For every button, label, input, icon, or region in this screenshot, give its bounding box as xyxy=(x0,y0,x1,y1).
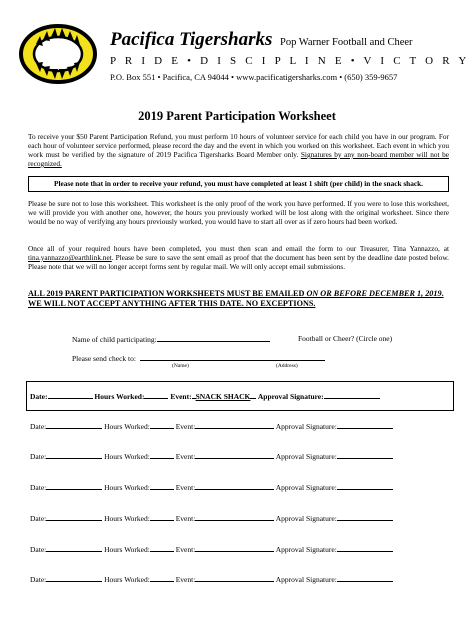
date-input-line[interactable] xyxy=(46,544,102,552)
event-label: Event: xyxy=(170,392,192,401)
event-label: Event: xyxy=(175,483,196,492)
approval-input-line[interactable] xyxy=(337,421,393,429)
deadline-text-before: ALL 2019 PARENT PARTICIPATION WORKSHEETS MUST BE EMAILED xyxy=(28,289,307,298)
date-label: Date: xyxy=(30,545,47,554)
child-name-field xyxy=(72,334,270,344)
approval-label: Approval Signature: xyxy=(275,575,337,584)
intro-text: To receive your $50 Parent Participation Refund, you must perform 10 hours of volunteer service for each child you have in our program. For each hour of volunteer service performed, please record the day and the event in which you worked on this worksheet. Each event in which you work must be verified by the signature of 2019 Pacifica Tigersharks Board Member only. xyxy=(28,132,449,159)
event-label: Event: xyxy=(175,422,196,431)
deadline-notice xyxy=(28,289,449,309)
hours-input-line[interactable] xyxy=(150,513,174,521)
hours-input-line[interactable] xyxy=(150,451,174,459)
submission-paragraph xyxy=(28,244,449,271)
service-row xyxy=(30,451,393,461)
org-contact: P.O. Box 551 • Pacifica, CA 94044 • www.pacificatigersharks.com • (650) 359-9657 xyxy=(110,72,398,82)
intro-paragraph xyxy=(28,132,449,168)
approval-input-line[interactable] xyxy=(337,574,393,582)
deadline-date: ON OR BEFORE DECEMBER 1, 2019 xyxy=(306,289,442,298)
event-label: Event: xyxy=(175,545,196,554)
org-name: Pacifica Tigersharks xyxy=(110,29,273,50)
hours-label: Hours Worked: xyxy=(104,422,150,431)
approval-input-line[interactable] xyxy=(324,391,380,399)
child-name-input-line[interactable] xyxy=(157,334,270,342)
hours-label: Hours Worked: xyxy=(104,514,150,523)
event-input-line[interactable] xyxy=(195,513,274,521)
service-row xyxy=(30,482,393,492)
lose-worksheet-paragraph: Please be sure not to lose this worksheet. This worksheet is the only proof of the work you have performed. If you were to lose this worksheet, we will provide you with another one, however, the hours you previously worked will be lost along with the original worksheet. Since there would be no way of verifying any hours previously worked, you would have to start all over as if zero hours had been worked. xyxy=(28,199,449,226)
hours-input-line[interactable] xyxy=(150,421,174,429)
treasurer-email-link[interactable]: tina.yannazzo@earthlink.net xyxy=(28,253,112,262)
approval-label: Approval Signature: xyxy=(275,422,337,431)
hours-input-line[interactable] xyxy=(150,482,174,490)
event-input-line[interactable] xyxy=(195,544,274,552)
event-input-line[interactable] xyxy=(195,451,274,459)
send-check-field xyxy=(72,353,325,363)
service-row xyxy=(30,421,393,431)
date-input-line[interactable] xyxy=(48,391,93,399)
hours-label: Hours Worked: xyxy=(94,392,145,401)
hours-input-line[interactable] xyxy=(150,544,174,552)
snack-shack-notice: Please note that in order to receive your refund, you must have completed at least 1 shift (per child) in the snack shack. xyxy=(28,176,449,192)
check-address-input-line[interactable] xyxy=(208,353,325,361)
date-label: Date: xyxy=(30,514,47,523)
hours-input-line[interactable] xyxy=(144,391,168,399)
approval-label: Approval Signature: xyxy=(275,483,337,492)
event-input-line[interactable] xyxy=(195,482,274,490)
football-or-cheer: Football or Cheer? (Circle one) xyxy=(298,334,393,343)
org-motto: P R I D E • D I S C I P L I N E • V I C T O R Y xyxy=(110,55,470,67)
snack-shack-row xyxy=(30,391,380,401)
check-name-input-line[interactable] xyxy=(140,353,208,361)
address-caption: (Address) xyxy=(276,363,298,369)
approval-input-line[interactable] xyxy=(337,451,393,459)
service-row xyxy=(30,574,393,584)
approval-label: Approval Signature: xyxy=(257,392,324,401)
hours-input-line[interactable] xyxy=(150,574,174,582)
approval-label: Approval Signature: xyxy=(275,545,337,554)
approval-input-line[interactable] xyxy=(337,544,393,552)
hours-label: Hours Worked: xyxy=(104,452,150,461)
date-input-line[interactable] xyxy=(46,451,102,459)
approval-label: Approval Signature: xyxy=(275,452,337,461)
date-label: Date: xyxy=(30,483,47,492)
org-subtitle: Pop Warner Football and Cheer xyxy=(280,37,413,48)
hours-label: Hours Worked: xyxy=(104,545,150,554)
shark-jaw-logo xyxy=(18,22,98,86)
hours-label: Hours Worked: xyxy=(104,575,150,584)
service-row xyxy=(30,544,393,554)
approval-input-line[interactable] xyxy=(337,513,393,521)
page-title: 2019 Parent Participation Worksheet xyxy=(138,109,336,123)
submission-text-after: . Please be sure to save the sent email as proof that the document has been sent by the deadline date posted below. Please note that we will no longer accept forms sent by regular mail. We will only accept email submissions. xyxy=(28,253,449,271)
event-line-right xyxy=(250,391,256,399)
event-label: Event: xyxy=(175,452,196,461)
event-input-line[interactable] xyxy=(195,574,274,582)
date-label: Date: xyxy=(30,422,47,431)
date-label: Date: xyxy=(30,575,47,584)
child-name-label: Name of child participating: xyxy=(72,335,157,344)
event-input-line[interactable] xyxy=(195,421,274,429)
date-label: Date: xyxy=(30,392,48,401)
approval-input-line[interactable] xyxy=(337,482,393,490)
date-label: Date: xyxy=(30,452,47,461)
date-input-line[interactable] xyxy=(46,482,102,490)
service-row xyxy=(30,513,393,523)
date-input-line[interactable] xyxy=(46,513,102,521)
approval-label: Approval Signature: xyxy=(275,514,337,523)
event-label: Event: xyxy=(175,514,196,523)
event-label: Event: xyxy=(175,575,196,584)
date-input-line[interactable] xyxy=(46,421,102,429)
snack-shack-event: SNACK SHACK xyxy=(195,392,251,401)
submission-text-before: Once all of your required hours have been completed, you must then scan and email the form to our Treasurer, Tina Yannazzo, at xyxy=(28,244,449,253)
send-check-label: Please send check to: xyxy=(72,354,136,363)
deadline-text-after: . WE WILL NOT ACCEPT ANYTHING AFTER THIS DATE. NO EXCEPTIONS. xyxy=(28,289,444,308)
date-input-line[interactable] xyxy=(46,574,102,582)
name-caption: (Name) xyxy=(172,363,189,369)
hours-label: Hours Worked: xyxy=(104,483,150,492)
intro-underlined-text: Signatures by any non-board member will not be recognized. xyxy=(28,150,449,168)
